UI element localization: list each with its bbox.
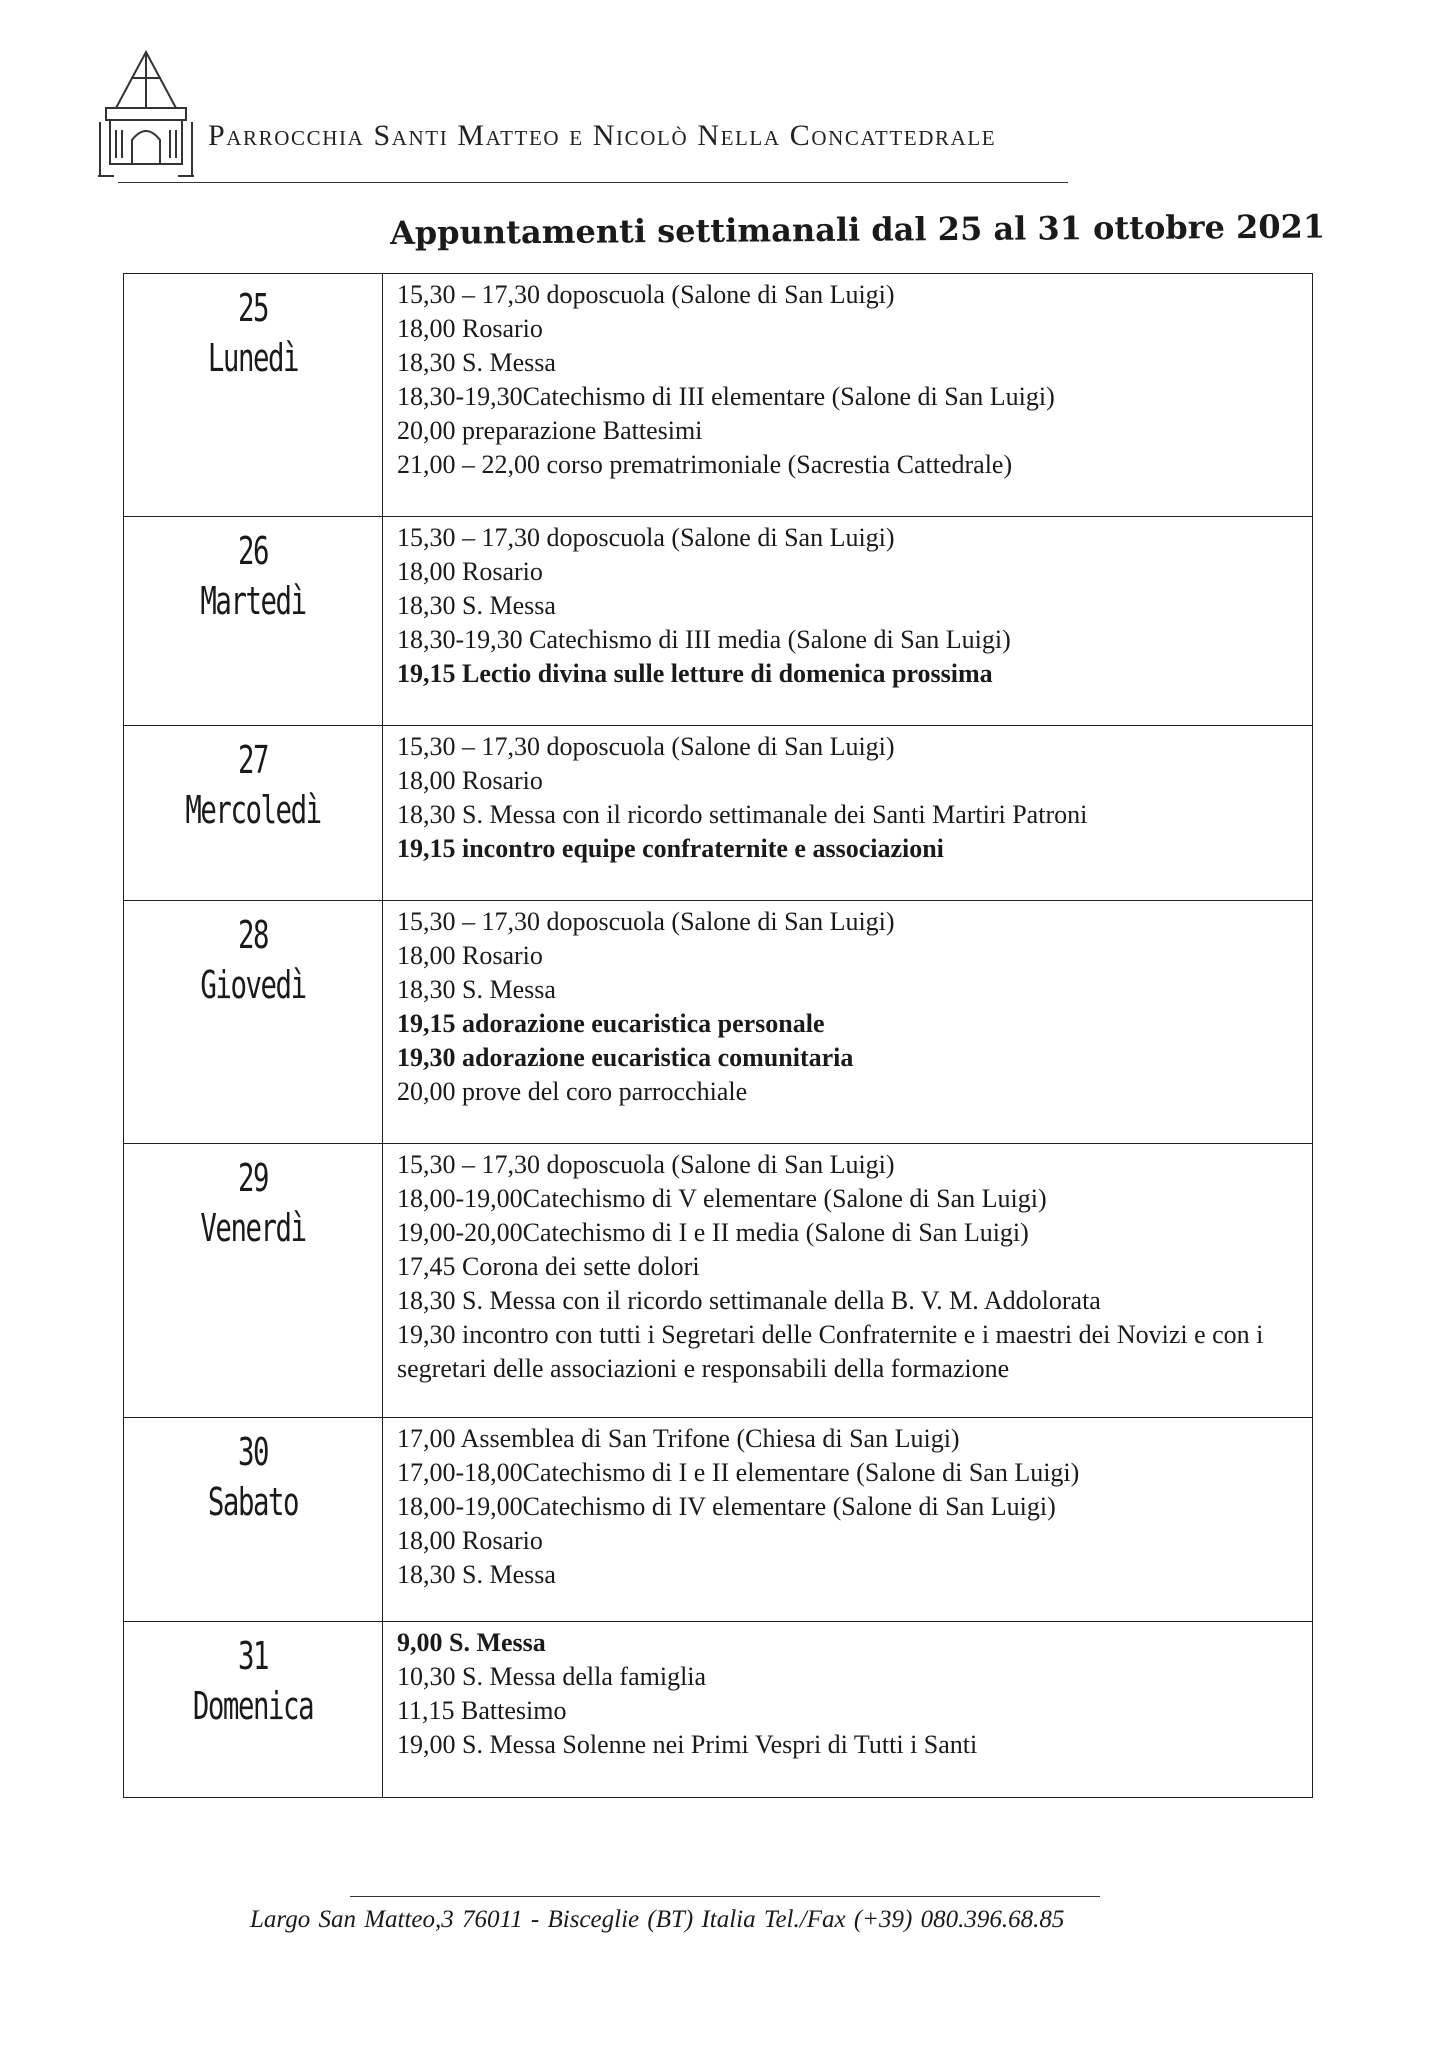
- page-title: Appuntamenti settimanali dal 25 al 31 ottobre 2021: [389, 207, 1326, 252]
- event-item: 18,00-19,00Catechismo di V elementare (Salone di San Luigi): [397, 1184, 1047, 1213]
- event-item: 19,15 Lectio divina sulle letture di domenica prossima: [397, 659, 993, 688]
- events-cell: [383, 517, 1313, 726]
- event-item: 21,00 – 22,00 corso prematrimoniale (Sacrestia Cattedrale): [397, 450, 1013, 479]
- event-item: 15,30 – 17,30 doposcuola (Salone di San Luigi): [397, 1150, 895, 1179]
- day-number: 30: [237, 1430, 269, 1474]
- event-item: 15,30 – 17,30 doposcuola (Salone di San Luigi): [397, 280, 895, 309]
- event-item: 18,00 Rosario: [397, 314, 543, 343]
- event-item: 18,30 S. Messa: [397, 975, 556, 1004]
- event-item: 19,15 incontro equipe confraternite e associazioni: [397, 834, 944, 863]
- event-item: 18,30 S. Messa: [397, 1560, 556, 1589]
- event-item: 18,30-19,30 Catechismo di III media (Salone di San Luigi): [397, 625, 1011, 654]
- schedule-row: [124, 901, 1313, 1144]
- event-item: 9,00 S. Messa: [397, 1628, 546, 1657]
- day-name: Mercoledì: [185, 788, 321, 832]
- day-cell: [124, 901, 383, 1144]
- day-number: 27: [237, 738, 269, 782]
- day-name: Giovedì: [200, 963, 306, 1007]
- parish-name: Parrocchia Santi Matteo e Nicolò Nella Concattedrale: [208, 119, 997, 152]
- events-cell: [383, 1144, 1313, 1418]
- schedule-row: [124, 726, 1313, 901]
- day-number: 28: [237, 913, 269, 957]
- weekly-schedule-table: [123, 273, 1313, 1798]
- day-cell: [124, 517, 383, 726]
- day-cell: [124, 726, 383, 901]
- church-bell-tower-logo-icon: [96, 48, 196, 178]
- day-cell: [124, 1418, 383, 1622]
- events-cell: [383, 1622, 1313, 1798]
- event-item: 17,45 Corona dei sette dolori: [397, 1252, 700, 1281]
- event-item: 20,00 preparazione Battesimi: [397, 416, 703, 445]
- event-item: 18,00 Rosario: [397, 766, 543, 795]
- schedule-row: [124, 1144, 1313, 1418]
- letterhead: [96, 48, 1096, 188]
- event-item: 15,30 – 17,30 doposcuola (Salone di San Luigi): [397, 523, 895, 552]
- event-item: 19,30 incontro con tutti i Segretari delle Confraternite e i maestri dei Novizi e con i segretari delle associazioni e responsabili della formazione: [397, 1320, 1264, 1383]
- event-item: 18,00 Rosario: [397, 941, 543, 970]
- day-number: 25: [237, 286, 269, 330]
- event-item: 18,30 S. Messa: [397, 591, 556, 620]
- footer-divider: [350, 1896, 1100, 1897]
- event-item: 19,00 S. Messa Solenne nei Primi Vespri di Tutti i Santi: [397, 1730, 978, 1759]
- event-item: 15,30 – 17,30 doposcuola (Salone di San Luigi): [397, 907, 895, 936]
- day-name: Domenica: [192, 1684, 314, 1728]
- event-item: 15,30 – 17,30 doposcuola (Salone di San Luigi): [397, 732, 895, 761]
- events-cell: [383, 901, 1313, 1144]
- schedule-row: [124, 517, 1313, 726]
- event-item: 20,00 prove del coro parrocchiale: [397, 1077, 748, 1106]
- header-divider: [118, 182, 1068, 183]
- event-item: 17,00-18,00Catechismo di I e II elementare (Salone di San Luigi): [397, 1458, 1080, 1487]
- schedule-row: [124, 274, 1313, 517]
- schedule-row: [124, 1622, 1313, 1798]
- day-number: 31: [237, 1634, 269, 1678]
- day-name: Lunedì: [207, 336, 299, 380]
- events-cell: [383, 1418, 1313, 1622]
- event-item: 18,30 S. Messa: [397, 348, 556, 377]
- day-name: Martedì: [200, 579, 306, 623]
- event-item: 19,30 adorazione eucaristica comunitaria: [397, 1043, 854, 1072]
- event-item: 11,15 Battesimo: [397, 1696, 567, 1725]
- event-item: 18,00-19,00Catechismo di IV elementare (Salone di San Luigi): [397, 1492, 1056, 1521]
- day-number: 26: [237, 529, 269, 573]
- events-cell: [383, 726, 1313, 901]
- event-item: 18,30 S. Messa con il ricordo settimanale della B. V. M. Addolorata: [397, 1286, 1101, 1315]
- event-item: 18,30 S. Messa con il ricordo settimanale dei Santi Martiri Patroni: [397, 800, 1088, 829]
- event-item: 18,00 Rosario: [397, 557, 543, 586]
- day-number: 29: [237, 1156, 269, 1200]
- day-cell: [124, 1622, 383, 1798]
- day-cell: [124, 1144, 383, 1418]
- footer-address: Largo San Matteo,3 76011 - Bisceglie (BT) Italia Tel./Fax (+39) 080.396.68.85: [250, 1906, 1065, 1933]
- events-cell: [383, 274, 1313, 517]
- event-item: 19,15 adorazione eucaristica personale: [397, 1009, 825, 1038]
- day-name: Venerdì: [200, 1206, 306, 1250]
- event-item: 10,30 S. Messa della famiglia: [397, 1662, 707, 1691]
- day-name: Sabato: [207, 1480, 299, 1524]
- event-item: 19,00-20,00Catechismo di I e II media (Salone di San Luigi): [397, 1218, 1029, 1247]
- event-item: 18,00 Rosario: [397, 1526, 543, 1555]
- event-item: 18,30-19,30Catechismo di III elementare (Salone di San Luigi): [397, 382, 1055, 411]
- event-item: 17,00 Assemblea di San Trifone (Chiesa di San Luigi): [397, 1424, 960, 1453]
- schedule-row: [124, 1418, 1313, 1622]
- day-cell: [124, 274, 383, 517]
